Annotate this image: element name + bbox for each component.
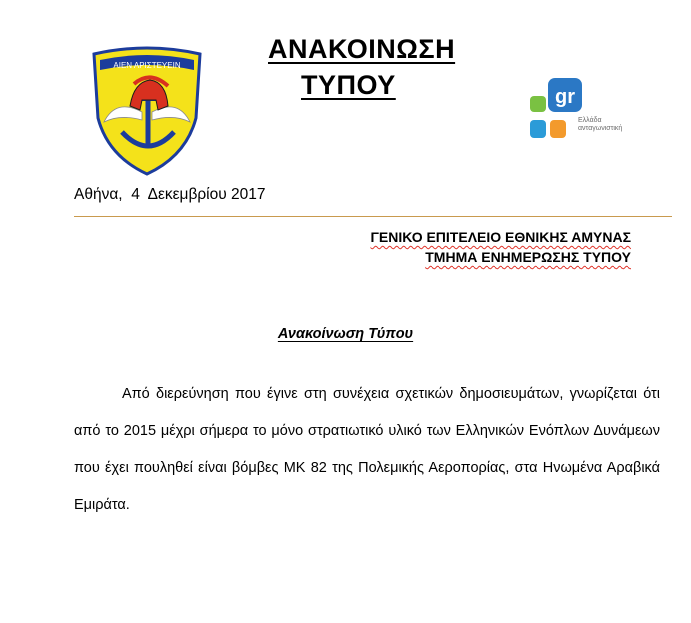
gr-logo-mark: gr — [555, 86, 575, 108]
body-paragraph: Από διερεύνηση που έγινε στη συνέχεια σχετικών δημοσιευμάτων, γνωρίζεται ότι από το 2015 μέχρι σήμερα το μόνο στρατιωτικό υλικό των Ελληνικών Ενόπλων Δυνάμεων που έχει πουληθεί είναι βόμβες MK 82 της Πολεμικής Αεροπορίας, στα Ηνωμένα Αραβικά Εμιράτα. — [74, 386, 660, 513]
emblem-motto: ΑΙΕΝ ΑΡΙΣΤΕΥΕΙΝ — [113, 61, 181, 70]
armed-forces-emblem — [86, 40, 208, 178]
gr-logo-tagline: Ελλάδα ανταγωνιστική — [578, 117, 623, 132]
page-title-line-1: ΑΝΑΚΟΙΝΩΣΗ — [268, 34, 456, 64]
announcement-heading: Ανακοίνωση Τύπου — [277, 326, 414, 342]
date-line: Αθήνα, 4 Δεκεμβρίου 2017 — [74, 186, 266, 203]
page-title-line-2: ΤΥΠΟΥ — [301, 70, 396, 100]
ellada-antagonistiki-logo — [528, 78, 588, 144]
organization-name: ΓΕΝΙΚΟ ΕΠΙΤΕΛΕΙΟ ΕΘΝΙΚΗΣ ΑΜΥΝΑΣ — [370, 229, 631, 245]
divider — [74, 216, 672, 217]
organization-department: ΤΜΗΜΑ ΕΝΗΜΕΡΩΣΗΣ ΤΥΠΟΥ — [425, 249, 631, 265]
